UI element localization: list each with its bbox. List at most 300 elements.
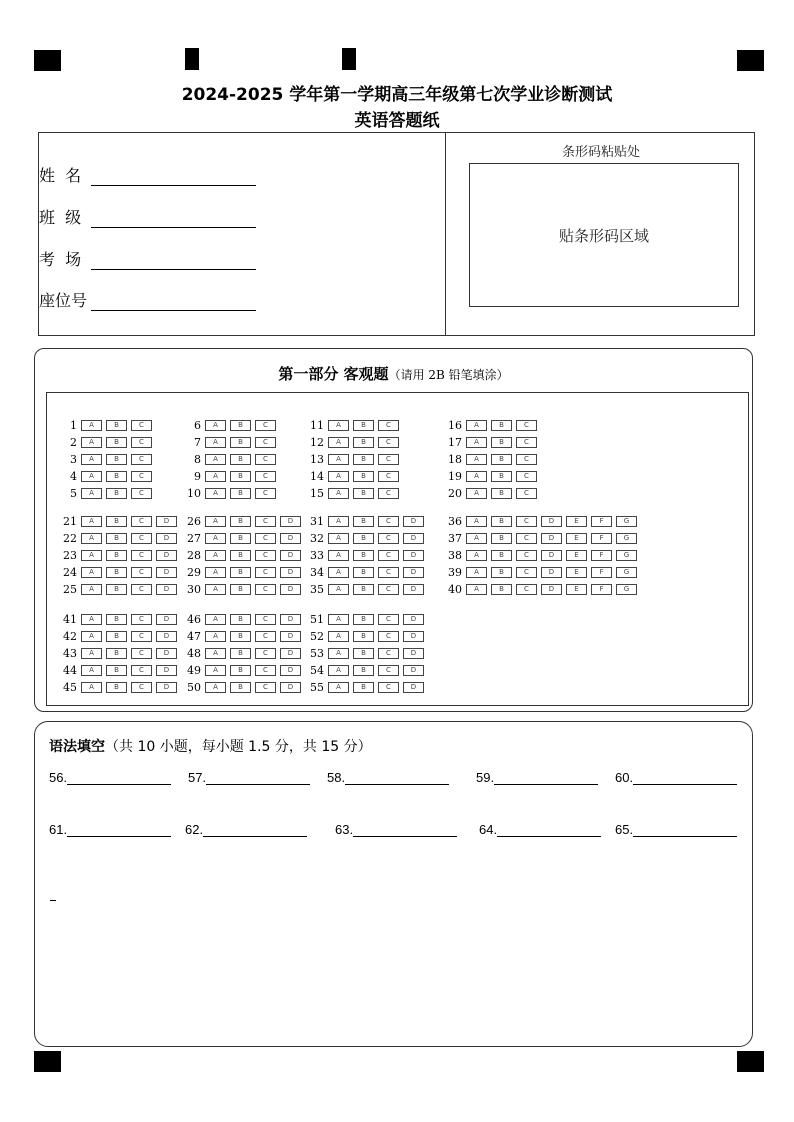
question-49 bbox=[179, 664, 305, 676]
option-50-A[interactable]: A bbox=[205, 682, 226, 693]
option-10-C[interactable]: C bbox=[255, 488, 276, 499]
option-16-A[interactable]: A bbox=[466, 420, 487, 431]
option-39-E[interactable]: E bbox=[566, 567, 587, 578]
question-48 bbox=[179, 647, 305, 659]
option-51-A[interactable]: A bbox=[328, 614, 349, 625]
option-41-D[interactable]: D bbox=[156, 614, 177, 625]
question-39 bbox=[440, 566, 641, 578]
option-43-D[interactable]: D bbox=[156, 648, 177, 659]
question-number: 43 bbox=[63, 646, 77, 660]
option-38-G[interactable]: G bbox=[616, 550, 637, 561]
option-25-B[interactable]: B bbox=[106, 584, 127, 595]
option-4-A[interactable]: A bbox=[81, 471, 102, 482]
option-43-B[interactable]: B bbox=[106, 648, 127, 659]
option-27-B[interactable]: B bbox=[230, 533, 251, 544]
option-40-F[interactable]: F bbox=[591, 584, 612, 595]
option-40-A[interactable]: A bbox=[466, 584, 487, 595]
option-7-A[interactable]: A bbox=[205, 437, 226, 448]
question-50 bbox=[179, 681, 305, 693]
option-55-A[interactable]: A bbox=[328, 682, 349, 693]
blank-line[interactable] bbox=[633, 770, 737, 785]
question-number: 32 bbox=[310, 531, 324, 545]
name-line[interactable] bbox=[91, 167, 256, 186]
option-17-B[interactable]: B bbox=[491, 437, 512, 448]
option-28-D[interactable]: D bbox=[280, 550, 301, 561]
blank-line[interactable] bbox=[206, 770, 310, 785]
question-2 bbox=[55, 436, 156, 448]
class-field[interactable] bbox=[39, 205, 256, 228]
option-27-A[interactable]: A bbox=[205, 533, 226, 544]
blank-64[interactable] bbox=[479, 822, 601, 837]
option-49-B[interactable]: B bbox=[230, 665, 251, 676]
option-35-A[interactable]: A bbox=[328, 584, 349, 595]
option-36-B[interactable]: B bbox=[491, 516, 512, 527]
exam-room-label: 考 场 bbox=[39, 250, 82, 269]
option-21-A[interactable]: A bbox=[81, 516, 102, 527]
option-45-D[interactable]: D bbox=[156, 682, 177, 693]
option-39-C[interactable]: C bbox=[516, 567, 537, 578]
option-39-A[interactable]: A bbox=[466, 567, 487, 578]
question-number: 19 bbox=[448, 469, 462, 483]
option-3-A[interactable]: A bbox=[81, 454, 102, 465]
option-31-A[interactable]: A bbox=[328, 516, 349, 527]
option-27-D[interactable]: D bbox=[280, 533, 301, 544]
option-49-C[interactable]: C bbox=[255, 665, 276, 676]
seat-number-field[interactable] bbox=[39, 288, 256, 311]
option-38-C[interactable]: C bbox=[516, 550, 537, 561]
blank-line[interactable] bbox=[633, 822, 737, 837]
option-37-G[interactable]: G bbox=[616, 533, 637, 544]
option-37-E[interactable]: E bbox=[566, 533, 587, 544]
option-55-C[interactable]: C bbox=[378, 682, 399, 693]
option-46-B[interactable]: B bbox=[230, 614, 251, 625]
option-38-D[interactable]: D bbox=[541, 550, 562, 561]
question-46 bbox=[179, 613, 305, 625]
barcode-title: 条形码粘贴处 bbox=[561, 145, 640, 160]
option-32-D[interactable]: D bbox=[403, 533, 424, 544]
option-48-C[interactable]: C bbox=[255, 648, 276, 659]
stray-dash bbox=[50, 900, 56, 901]
objective-title bbox=[35, 363, 752, 384]
question-40 bbox=[440, 583, 641, 595]
option-26-B[interactable]: B bbox=[230, 516, 251, 527]
option-37-A[interactable]: A bbox=[466, 533, 487, 544]
cloze-title-main: 语法填空 bbox=[49, 739, 105, 755]
option-15-A[interactable]: A bbox=[328, 488, 349, 499]
option-38-F[interactable]: F bbox=[591, 550, 612, 561]
question-7 bbox=[179, 436, 280, 448]
option-5-C[interactable]: C bbox=[131, 488, 152, 499]
option-19-C[interactable]: C bbox=[516, 471, 537, 482]
option-2-B[interactable]: B bbox=[106, 437, 127, 448]
option-39-D[interactable]: D bbox=[541, 567, 562, 578]
option-21-B[interactable]: B bbox=[106, 516, 127, 527]
option-49-A[interactable]: A bbox=[205, 665, 226, 676]
option-29-B[interactable]: B bbox=[230, 567, 251, 578]
option-39-B[interactable]: B bbox=[491, 567, 512, 578]
question-number: 48 bbox=[187, 646, 201, 660]
option-47-C[interactable]: C bbox=[255, 631, 276, 642]
option-55-B[interactable]: B bbox=[353, 682, 374, 693]
question-4 bbox=[55, 470, 156, 482]
blank-60[interactable] bbox=[615, 770, 737, 785]
question-number: 23 bbox=[63, 548, 77, 562]
option-46-D[interactable]: D bbox=[280, 614, 301, 625]
option-23-A[interactable]: A bbox=[81, 550, 102, 561]
option-23-D[interactable]: D bbox=[156, 550, 177, 561]
option-40-D[interactable]: D bbox=[541, 584, 562, 595]
blank-line[interactable] bbox=[203, 822, 307, 837]
blank-58[interactable] bbox=[327, 770, 449, 785]
option-9-B[interactable]: B bbox=[230, 471, 251, 482]
option-31-D[interactable]: D bbox=[403, 516, 424, 527]
option-8-B[interactable]: B bbox=[230, 454, 251, 465]
blank-line[interactable] bbox=[345, 770, 449, 785]
option-24-C[interactable]: C bbox=[131, 567, 152, 578]
option-40-B[interactable]: B bbox=[491, 584, 512, 595]
option-28-B[interactable]: B bbox=[230, 550, 251, 561]
option-39-G[interactable]: G bbox=[616, 567, 637, 578]
option-33-C[interactable]: C bbox=[378, 550, 399, 561]
option-38-A[interactable]: A bbox=[466, 550, 487, 561]
question-number: 8 bbox=[194, 452, 201, 466]
option-9-A[interactable]: A bbox=[205, 471, 226, 482]
option-51-D[interactable]: D bbox=[403, 614, 424, 625]
option-45-C[interactable]: C bbox=[131, 682, 152, 693]
question-number: 30 bbox=[187, 582, 201, 596]
option-8-A[interactable]: A bbox=[205, 454, 226, 465]
option-42-A[interactable]: A bbox=[81, 631, 102, 642]
option-41-C[interactable]: C bbox=[131, 614, 152, 625]
option-13-A[interactable]: A bbox=[328, 454, 349, 465]
option-31-C[interactable]: C bbox=[378, 516, 399, 527]
option-44-D[interactable]: D bbox=[156, 665, 177, 676]
registration-mark-top-right bbox=[737, 50, 764, 71]
question-10 bbox=[179, 487, 280, 499]
option-35-C[interactable]: C bbox=[378, 584, 399, 595]
option-2-A[interactable]: A bbox=[81, 437, 102, 448]
blank-line[interactable] bbox=[353, 822, 457, 837]
option-34-A[interactable]: A bbox=[328, 567, 349, 578]
seat-number-line[interactable] bbox=[91, 292, 256, 311]
option-4-C[interactable]: C bbox=[131, 471, 152, 482]
option-26-C[interactable]: C bbox=[255, 516, 276, 527]
option-11-B[interactable]: B bbox=[353, 420, 374, 431]
question-16 bbox=[440, 419, 541, 431]
option-51-B[interactable]: B bbox=[353, 614, 374, 625]
option-18-C[interactable]: C bbox=[516, 454, 537, 465]
blank-number: 60. bbox=[615, 770, 634, 785]
option-6-B[interactable]: B bbox=[230, 420, 251, 431]
option-42-C[interactable]: C bbox=[131, 631, 152, 642]
option-21-D[interactable]: D bbox=[156, 516, 177, 527]
option-54-B[interactable]: B bbox=[353, 665, 374, 676]
option-31-B[interactable]: B bbox=[353, 516, 374, 527]
option-53-D[interactable]: D bbox=[403, 648, 424, 659]
option-34-D[interactable]: D bbox=[403, 567, 424, 578]
question-18 bbox=[440, 453, 541, 465]
option-47-A[interactable]: A bbox=[205, 631, 226, 642]
question-53 bbox=[302, 647, 428, 659]
option-1-C[interactable]: C bbox=[131, 420, 152, 431]
option-19-B[interactable]: B bbox=[491, 471, 512, 482]
option-43-C[interactable]: C bbox=[131, 648, 152, 659]
option-20-A[interactable]: A bbox=[466, 488, 487, 499]
blank-56[interactable] bbox=[49, 770, 171, 785]
option-36-E[interactable]: E bbox=[566, 516, 587, 527]
question-number: 7 bbox=[194, 435, 201, 449]
option-26-A[interactable]: A bbox=[205, 516, 226, 527]
option-19-A[interactable]: A bbox=[466, 471, 487, 482]
option-29-C[interactable]: C bbox=[255, 567, 276, 578]
option-33-B[interactable]: B bbox=[353, 550, 374, 561]
option-15-C[interactable]: C bbox=[378, 488, 399, 499]
option-18-A[interactable]: A bbox=[466, 454, 487, 465]
option-54-C[interactable]: C bbox=[378, 665, 399, 676]
option-35-D[interactable]: D bbox=[403, 584, 424, 595]
question-24 bbox=[55, 566, 181, 578]
question-37 bbox=[440, 532, 641, 544]
option-14-B[interactable]: B bbox=[353, 471, 374, 482]
option-24-D[interactable]: D bbox=[156, 567, 177, 578]
option-35-B[interactable]: B bbox=[353, 584, 374, 595]
question-9 bbox=[179, 470, 280, 482]
option-27-C[interactable]: C bbox=[255, 533, 276, 544]
question-number: 31 bbox=[310, 514, 324, 528]
exam-room-field[interactable] bbox=[39, 247, 256, 270]
option-50-B[interactable]: B bbox=[230, 682, 251, 693]
option-44-C[interactable]: C bbox=[131, 665, 152, 676]
option-3-C[interactable]: C bbox=[131, 454, 152, 465]
option-41-B[interactable]: B bbox=[106, 614, 127, 625]
option-53-A[interactable]: A bbox=[328, 648, 349, 659]
option-41-A[interactable]: A bbox=[81, 614, 102, 625]
class-line[interactable] bbox=[91, 209, 256, 228]
option-3-B[interactable]: B bbox=[106, 454, 127, 465]
option-50-C[interactable]: C bbox=[255, 682, 276, 693]
option-20-C[interactable]: C bbox=[516, 488, 537, 499]
question-number: 36 bbox=[448, 514, 462, 528]
option-26-D[interactable]: D bbox=[280, 516, 301, 527]
option-54-A[interactable]: A bbox=[328, 665, 349, 676]
question-26 bbox=[179, 515, 305, 527]
option-49-D[interactable]: D bbox=[280, 665, 301, 676]
option-4-B[interactable]: B bbox=[106, 471, 127, 482]
option-12-B[interactable]: B bbox=[353, 437, 374, 448]
option-52-D[interactable]: D bbox=[403, 631, 424, 642]
blank-number: 56. bbox=[49, 770, 68, 785]
option-48-A[interactable]: A bbox=[205, 648, 226, 659]
question-51 bbox=[302, 613, 428, 625]
blank-line[interactable] bbox=[67, 822, 171, 837]
option-16-B[interactable]: B bbox=[491, 420, 512, 431]
option-22-A[interactable]: A bbox=[81, 533, 102, 544]
registration-mark-top-left bbox=[34, 50, 61, 71]
option-23-C[interactable]: C bbox=[131, 550, 152, 561]
question-21 bbox=[55, 515, 181, 527]
option-25-C[interactable]: C bbox=[131, 584, 152, 595]
blank-line[interactable] bbox=[67, 770, 171, 785]
question-34 bbox=[302, 566, 428, 578]
option-32-C[interactable]: C bbox=[378, 533, 399, 544]
option-42-B[interactable]: B bbox=[106, 631, 127, 642]
option-7-B[interactable]: B bbox=[230, 437, 251, 448]
option-48-B[interactable]: B bbox=[230, 648, 251, 659]
option-5-A[interactable]: A bbox=[81, 488, 102, 499]
option-52-B[interactable]: B bbox=[353, 631, 374, 642]
option-1-A[interactable]: A bbox=[81, 420, 102, 431]
option-33-A[interactable]: A bbox=[328, 550, 349, 561]
option-40-G[interactable]: G bbox=[616, 584, 637, 595]
option-44-A[interactable]: A bbox=[81, 665, 102, 676]
blank-65[interactable] bbox=[615, 822, 737, 837]
option-16-C[interactable]: C bbox=[516, 420, 537, 431]
question-number: 2 bbox=[70, 435, 77, 449]
option-24-B[interactable]: B bbox=[106, 567, 127, 578]
blank-59[interactable] bbox=[476, 770, 598, 785]
option-54-D[interactable]: D bbox=[403, 665, 424, 676]
question-17 bbox=[440, 436, 541, 448]
option-45-B[interactable]: B bbox=[106, 682, 127, 693]
option-29-A[interactable]: A bbox=[205, 567, 226, 578]
option-55-D[interactable]: D bbox=[403, 682, 424, 693]
option-21-C[interactable]: C bbox=[131, 516, 152, 527]
option-20-B[interactable]: B bbox=[491, 488, 512, 499]
option-36-F[interactable]: F bbox=[591, 516, 612, 527]
option-22-C[interactable]: C bbox=[131, 533, 152, 544]
option-5-B[interactable]: B bbox=[106, 488, 127, 499]
option-25-D[interactable]: D bbox=[156, 584, 177, 595]
option-2-C[interactable]: C bbox=[131, 437, 152, 448]
blank-number: 63. bbox=[335, 822, 354, 837]
option-34-C[interactable]: C bbox=[378, 567, 399, 578]
option-30-B[interactable]: B bbox=[230, 584, 251, 595]
blank-number: 61. bbox=[49, 822, 68, 837]
option-10-A[interactable]: A bbox=[205, 488, 226, 499]
option-52-C[interactable]: C bbox=[378, 631, 399, 642]
option-6-C[interactable]: C bbox=[255, 420, 276, 431]
seat-number-label: 座位号 bbox=[39, 291, 88, 310]
option-17-A[interactable]: A bbox=[466, 437, 487, 448]
question-15 bbox=[302, 487, 403, 499]
option-14-C[interactable]: C bbox=[378, 471, 399, 482]
option-13-B[interactable]: B bbox=[353, 454, 374, 465]
option-38-E[interactable]: E bbox=[566, 550, 587, 561]
option-28-A[interactable]: A bbox=[205, 550, 226, 561]
option-7-C[interactable]: C bbox=[255, 437, 276, 448]
option-52-A[interactable]: A bbox=[328, 631, 349, 642]
option-14-A[interactable]: A bbox=[328, 471, 349, 482]
blank-63[interactable] bbox=[335, 822, 457, 837]
option-53-C[interactable]: C bbox=[378, 648, 399, 659]
question-38 bbox=[440, 549, 641, 561]
option-18-B[interactable]: B bbox=[491, 454, 512, 465]
option-37-C[interactable]: C bbox=[516, 533, 537, 544]
option-38-B[interactable]: B bbox=[491, 550, 512, 561]
option-48-D[interactable]: D bbox=[280, 648, 301, 659]
option-30-D[interactable]: D bbox=[280, 584, 301, 595]
option-37-B[interactable]: B bbox=[491, 533, 512, 544]
question-3 bbox=[55, 453, 156, 465]
option-39-F[interactable]: F bbox=[591, 567, 612, 578]
option-53-B[interactable]: B bbox=[353, 648, 374, 659]
option-11-A[interactable]: A bbox=[328, 420, 349, 431]
answer-grid bbox=[46, 392, 749, 706]
option-46-A[interactable]: A bbox=[205, 614, 226, 625]
option-36-D[interactable]: D bbox=[541, 516, 562, 527]
registration-mark-bottom-left bbox=[34, 1051, 61, 1072]
option-44-B[interactable]: B bbox=[106, 665, 127, 676]
question-number: 21 bbox=[63, 514, 77, 528]
option-36-C[interactable]: C bbox=[516, 516, 537, 527]
question-number: 47 bbox=[187, 629, 201, 643]
option-40-E[interactable]: E bbox=[566, 584, 587, 595]
blank-61[interactable] bbox=[49, 822, 171, 837]
option-23-B[interactable]: B bbox=[106, 550, 127, 561]
option-51-C[interactable]: C bbox=[378, 614, 399, 625]
option-9-C[interactable]: C bbox=[255, 471, 276, 482]
option-6-A[interactable]: A bbox=[205, 420, 226, 431]
option-47-D[interactable]: D bbox=[280, 631, 301, 642]
option-32-A[interactable]: A bbox=[328, 533, 349, 544]
option-33-D[interactable]: D bbox=[403, 550, 424, 561]
name-field[interactable] bbox=[39, 163, 256, 186]
option-30-A[interactable]: A bbox=[205, 584, 226, 595]
option-10-B[interactable]: B bbox=[230, 488, 251, 499]
registration-mark-top-2 bbox=[342, 48, 356, 70]
option-37-F[interactable]: F bbox=[591, 533, 612, 544]
option-43-A[interactable]: A bbox=[81, 648, 102, 659]
option-42-D[interactable]: D bbox=[156, 631, 177, 642]
question-12 bbox=[302, 436, 403, 448]
blank-number: 57. bbox=[188, 770, 207, 785]
option-22-B[interactable]: B bbox=[106, 533, 127, 544]
option-15-B[interactable]: B bbox=[353, 488, 374, 499]
blank-57[interactable] bbox=[188, 770, 310, 785]
option-47-B[interactable]: B bbox=[230, 631, 251, 642]
option-29-D[interactable]: D bbox=[280, 567, 301, 578]
option-1-B[interactable]: B bbox=[106, 420, 127, 431]
option-34-B[interactable]: B bbox=[353, 567, 374, 578]
option-32-B[interactable]: B bbox=[353, 533, 374, 544]
option-24-A[interactable]: A bbox=[81, 567, 102, 578]
option-50-D[interactable]: D bbox=[280, 682, 301, 693]
option-12-A[interactable]: A bbox=[328, 437, 349, 448]
option-36-A[interactable]: A bbox=[466, 516, 487, 527]
question-55 bbox=[302, 681, 428, 693]
blank-line[interactable] bbox=[497, 822, 601, 837]
option-36-G[interactable]: G bbox=[616, 516, 637, 527]
option-37-D[interactable]: D bbox=[541, 533, 562, 544]
question-30 bbox=[179, 583, 305, 595]
option-8-C[interactable]: C bbox=[255, 454, 276, 465]
question-number: 51 bbox=[310, 612, 324, 626]
option-46-C[interactable]: C bbox=[255, 614, 276, 625]
option-25-A[interactable]: A bbox=[81, 584, 102, 595]
option-11-C[interactable]: C bbox=[378, 420, 399, 431]
option-12-C[interactable]: C bbox=[378, 437, 399, 448]
option-22-D[interactable]: D bbox=[156, 533, 177, 544]
option-28-C[interactable]: C bbox=[255, 550, 276, 561]
option-40-C[interactable]: C bbox=[516, 584, 537, 595]
option-45-A[interactable]: A bbox=[81, 682, 102, 693]
blank-62[interactable] bbox=[185, 822, 307, 837]
option-13-C[interactable]: C bbox=[378, 454, 399, 465]
option-17-C[interactable]: C bbox=[516, 437, 537, 448]
blank-line[interactable] bbox=[494, 770, 598, 785]
exam-room-line[interactable] bbox=[91, 251, 256, 270]
option-30-C[interactable]: C bbox=[255, 584, 276, 595]
